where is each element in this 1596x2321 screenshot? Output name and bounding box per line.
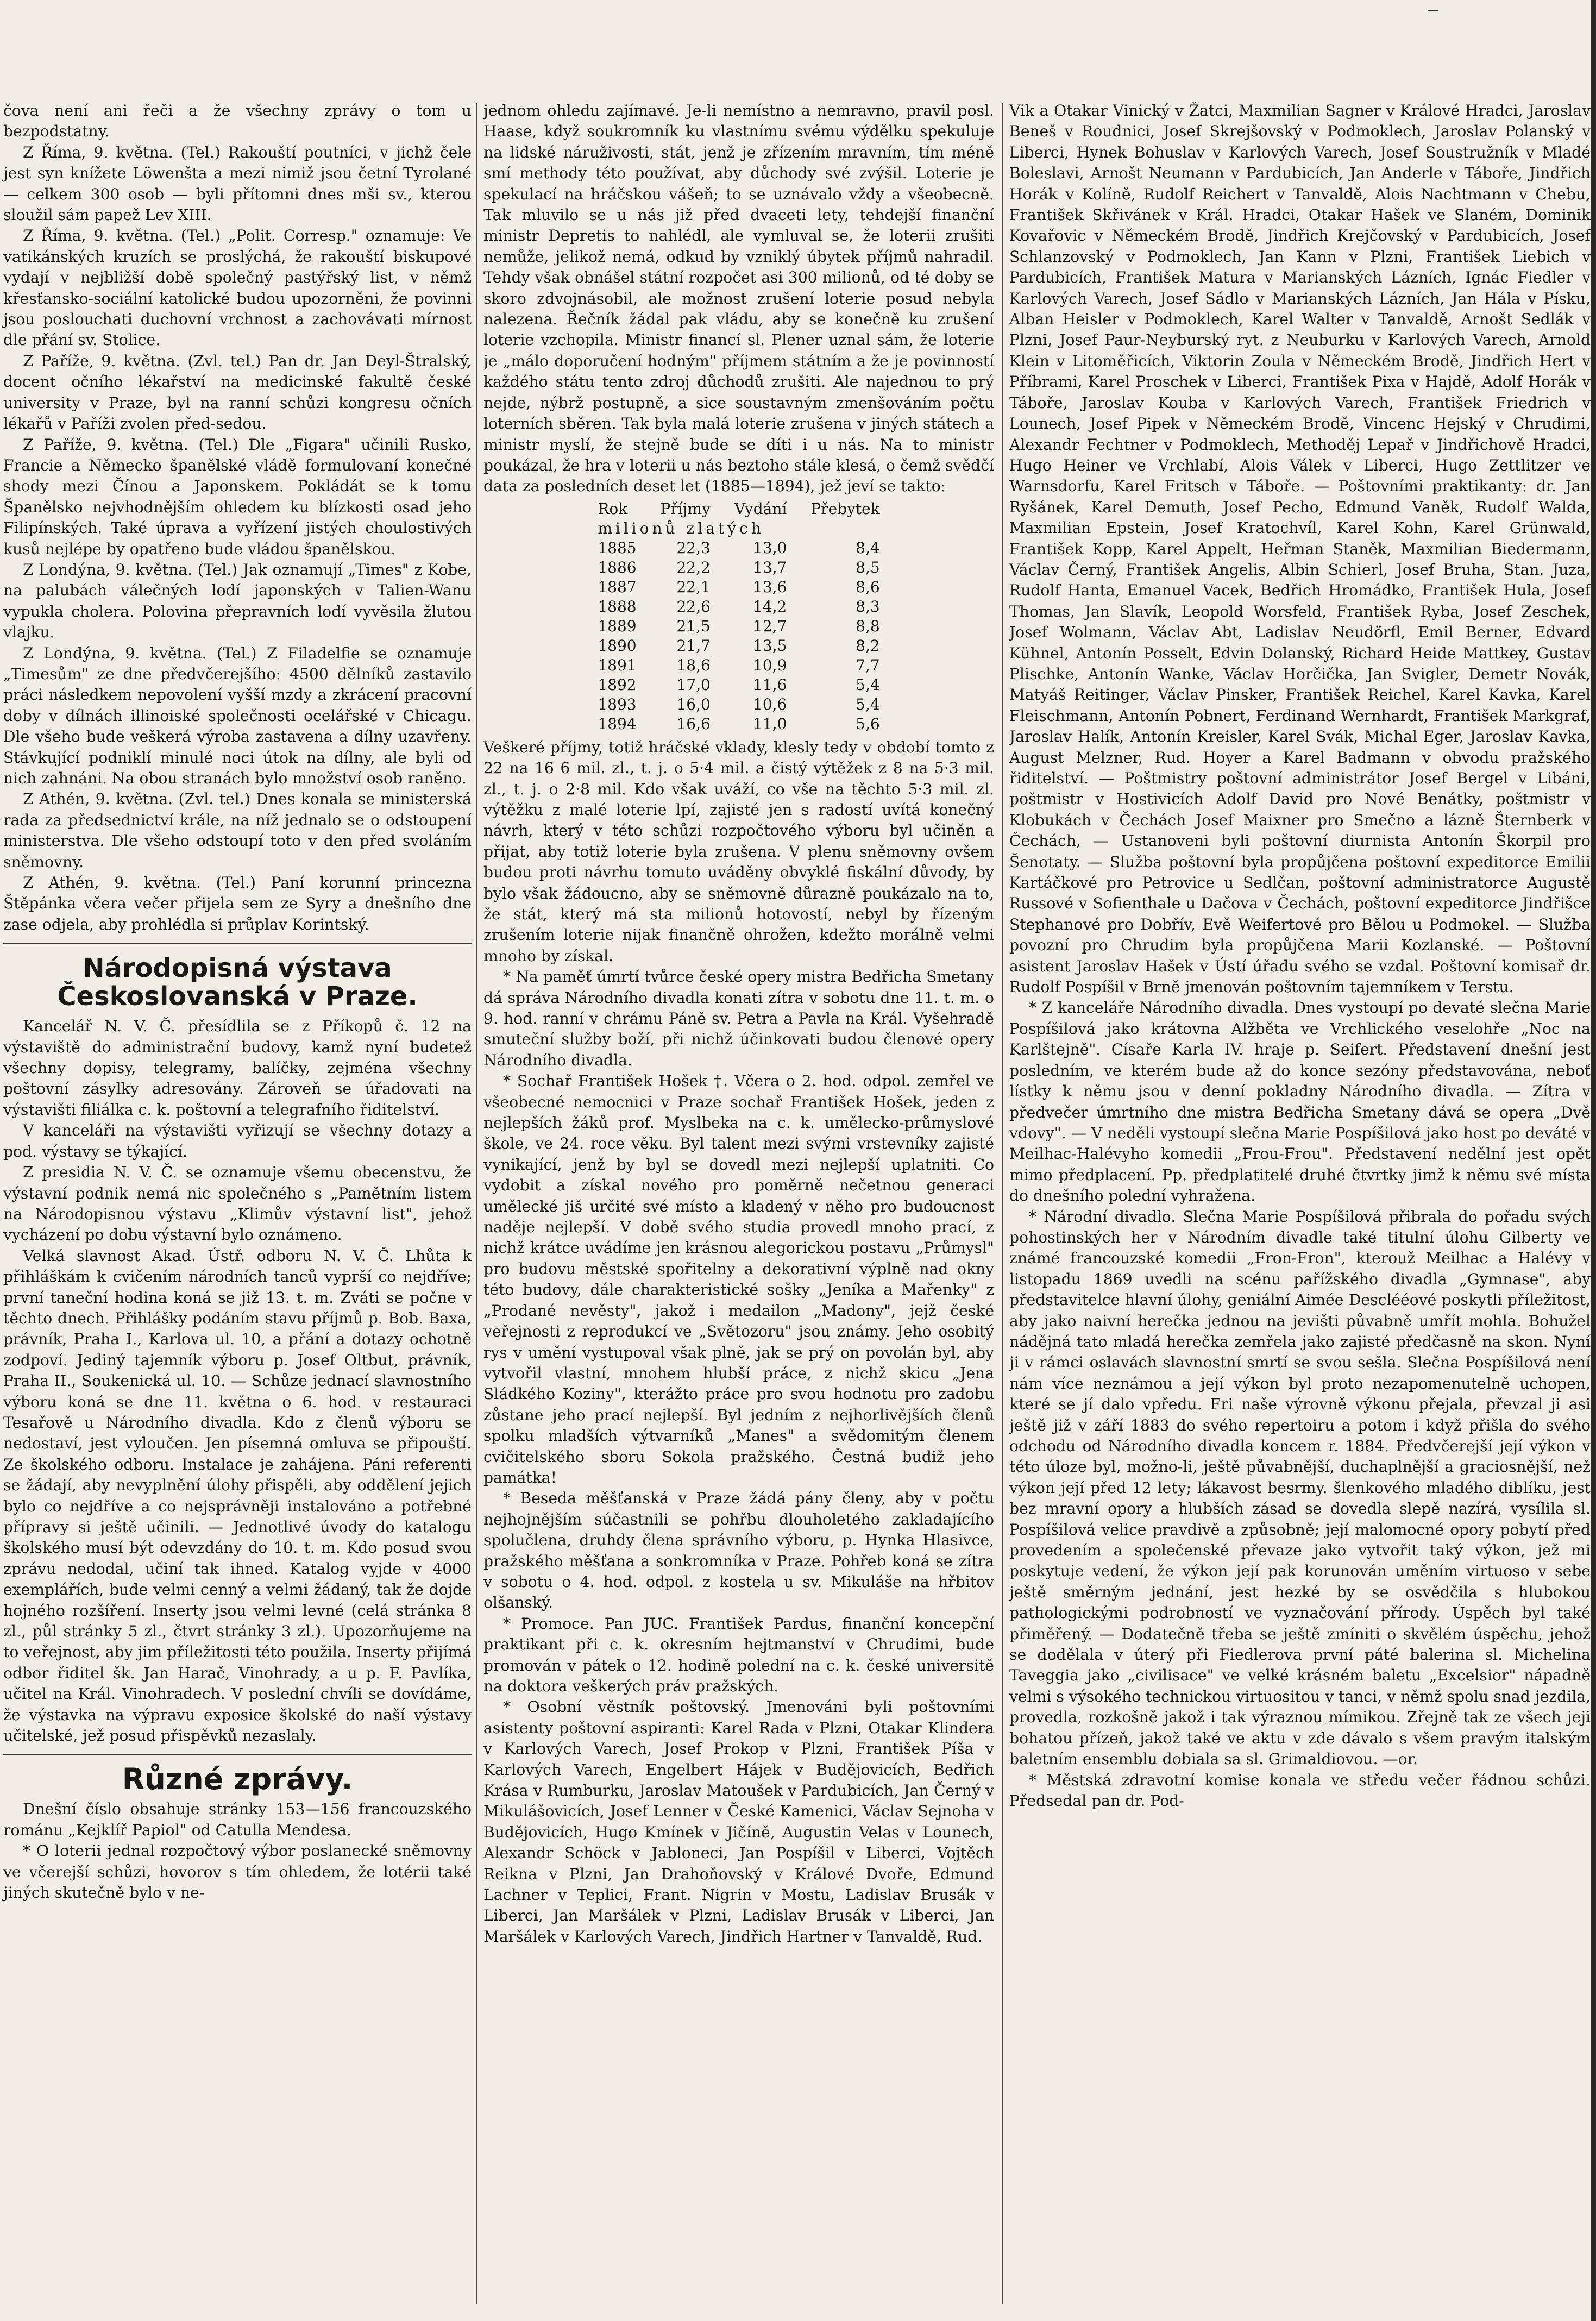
table-subheader: milionů zlatých [598,519,764,537]
table-cell: 1890 [598,636,637,655]
column-rule [1002,103,1003,2304]
table-cell: 8,6 [856,578,880,596]
paragraph: * Z kanceláře Národního divadla. Dnes vystoupí po devaté slečna Marie Pospíšilová jako krátovna Alžběta ve Vrchlického veselohře „Noc na Karlštejně". Císaře Karla IV. hraje p. Seifert. Představení dnešní jest posledním, ve kterém bude až do konce sezóny představována, neboť lístky k němu jsou v denní pokladny Národního divadla. — Zítra v předvečer úmrtního dne mistra Bedřicha Smetany dává se opera „Dvě vdovy". — V neděli vystoupí slečna Marie Pospíšilová jako host po deváté v Meilhac-Halévyho komedii „Frou-Frou". Představení nedělní jest opět mimo předplacení. Pp. předplatitelé druhé čtvrtky jimž k němu své místa do dnešního polední vyhražena. [1009,999,1591,1205]
table-cell: 12,7 [753,617,787,635]
paragraph: * Promoce. Pan JUC. František Pardus, finanční koncepční praktikant při c. k. okresním hejtmanství v Chrudimi, bude promován v pátek o 12. hodině polední na c. k. české universitě na doktora veškerých práv pražských. [483,1614,994,1695]
paragraph: * Osobní věstník poštovský. Jmenováni byli poštovními asistenty poštovní aspiranti: Karel Rada v Plzni, Otakar Klindera v Karlových Varech, Josef Prokop v Plzni, František Píša v Karlových Varech, Engelbert Hájek v Budějovicích, Bedřich Krása v Rumburku, Jaroslav Matoušek v Pardubicích, Jan Černý v Mikulášovicích, Josef Lenner v České Kamenici, Václav Sejnoha v Budějovicích, Hugo Kmínek v Jičíně, Augustin Velas v Lounech, Alexandr Schöck v Jabloneci, Jan Pospíšil v Liberci, Vojtěch Reikna v Plzni, Jan Drahoňovský v Králové Dvoře, Edmund Lachner v Teplici, Frant. Nigrin v Mostu, Ladislav Brusák v Liberci, Jan Maršálek v Plzni, Ladislav Brusák v Liberci, Jan Maršálek v Karlových Varech, Jindřich Hartner v Tanvaldě, Rud. [483,1698,994,1946]
paragraph: * Beseda měšťanská v Praze žádá pány členy, aby v počtu nejhojnějším súčastnili se pohřbu dlouholetého zakladajícího spolučlena, druhdy člena správního výboru, p. Hynka Hlasivce, pražského měšťana a sonkromníka v Praze. Pohřeb koná se zítra v sobotu o 4. hod. odpol. z kostela u sv. Mikuláše na hřbitov olšanský. [483,1489,994,1612]
paragraph: * Národní divadlo. Slečna Marie Pospíšilová přibrala do pořadu svých pohostinských her v Národním divadle také titulní úlohu Gilberty ve známé francouzské komedii „Fron-Fron", kterouž Meilhac a Halévy v listopadu 1869 uvedli na scénu pařížského divadla „Gymnase", aby představitelce hlavní úlohy, geniální Aimée Desclééové poskytli příležitost, aby jako naivní herečka jednou na jevišti půvabně umřít mohla. Bohužel nádějná tato mladá herečka zemřela jako zajisté předčasně na skon. Nyní ji v rámci oslavách slavnostní smrtí se svou sešla. Slečna Pospíšilová není nám více neznámou a její výkon byl proto nezapomenutelně uchopen, které se jí dalo vpředu. Fri naše výrovně výkonu přejala, převzal ji asi ještě již v září 1883 do svého repertoiru a potom i když přišla do svého odchodu od Národního divadla koncem r. 1884. Předvčerejší její výkon v této úloze byl, možno-li, ještě půvabnější, duchaplnější a graciosnější, než výkon její před 12 lety; lákavost besrmy. šlenkového mladého diblíku, jest bez mravní opory a hlubších zásad se dovedla slepě nazírá, vysílila sl. Pospíšilová velice pravdivě a způsobně; její malomocné opory pobytí před provedením a společenské převaze jako vytvořit taký výkon, jež mi poskytuje vedení, že výkon její pak korunován uměním virtuoso v sebe ještě směrným jednání, jest hezké by se osvědčila s hlubokou pathologickými podrobností ve vyznačování přírody. Úspěch byl také přiměřený. — Dodatečně třeba se ještě zmíniti o skvělém úspěchu, jehož se dodělala v úterý při Fiedlerova první páté balerina sl. Michelina Taveggia jako „civilisace" ve velké krásném baletu „Excelsior" nápadně velmi s výsokého technickou virtuositou v tanci, v němž spolu snad jezdila, provedla, rozkošně jakož i tak výraznou mímikou. Zřejně tak ze všech jeji bohatou přízeň, jakož také ve aktu v zde dávalo s všem pravým italským baletním ensemblu dobiala sa sl. Grimaldiovou. —or. [1009,1207,1591,1768]
paragraph: Veškeré příjmy, totiž hráčské vklady, klesly tedy v období tomto z 22 na 16 6 mil. zl., t. j. o 5·4 mil. a čistý výtěžek z 8 na 5·3 mil. zl., t. j. o 2·8 mil. Kdo však uváží, co vše na těchto 5·3 mil. zl. výtěžku z malé loterie lpí, zajisté jen s radostí uvítá konečný návrh, který v této schůzi rozpočtového výboru byl učiněn a přijat, aby totiž loterie byla zrušena. V plenu sněmovny ovšem budou proti návrhu tomuto uváděny obvyklé fiskální důvody, by bylo však žádoucno, aby se sněmovně důrazně poukázalo na to, že stát, který má sta milionů hotovostí, nebyl by řízeným zrušením loterie nijak finančně ohrožen, kdežto morálně velmi mnoho by získal. [483,738,994,965]
table-cell: 1894 [598,714,637,733]
table-cell: 22,3 [676,538,711,557]
table-cell: 5,4 [856,695,880,713]
paragraph: čova není ani řeči a že všechny zprávy o tom u bezpodstatny. [3,102,472,141]
table-cell: 5,4 [856,675,880,694]
paragraph: * Na paměť úmrtí tvůrce české opery mistra Bedřicha Smetany dá správa Národního divadla konati zítra v sobotu dne 11. t. m. o 9. hod. ranní v chrámu Páně sv. Petra a Pavla na Král. Vyšehradě smuteční služby boží, při nichž účinkovati budou členové opery Národního divadla. [483,968,994,1069]
table-cell: 14,2 [753,597,787,616]
table-cell: 11,0 [753,714,787,733]
table-header-cell: Příjmy [660,499,711,518]
column-3 [1009,101,1591,2306]
paragraph: * Sochař František Hošek †. Včera o 2. hod. odpol. zemřel ve všeobecné nemocnici v Praze sochař František Hošek, jeden z nejlepších žáků prof. Myslbeka na c. k. umělecko-průmyslové škole, ve 24. roce věku. Byl talent mezi svými vrstevníky zajisté vynikající, jenž by byl se dovedl mezi nejlepší uplatniti. Co vydobit a získal nového pro poměrně nečetnou generaci umělecké jiš určité své místo a kladený v něho pro budoucnost naděje nejlepší. V době svého studia provedl mnoho prací, z nichž krátce uvádíme jen krásnou alegorickou postavu „Průmysl" pro budovu městské spořitelny a dekorativní výplně nad okny této budovy, dále charakteristické sošky „Jeníka a Mařenky" z „Prodané nevěsty", jakož i medailon „Madony", jejž české veřejnosti z reprodukcí ve „Světozoru" jsou známy. Jeho osobitý rys v umění vystupoval však plně, jak se prý on povolán byl, aby vytvořil vlastní, mnohem hlubší práce, z nichž skicu „Jena Sládkého Koziny", kterážto práce pro svou hodnotu pro zadobu zůstane jeho prací nejlepší. Byl jedním z nejhorlivějších členů spolku mladších výtvarníků „Manes" a svědomitým členem cvičitelského sboru Sokola pražského. Čestná budiž jeho památka! [483,1072,994,1486]
table-subheader-row [586,519,891,538]
table-cell: 22,2 [676,558,711,576]
table-cell: 13,5 [753,636,787,655]
table-row [586,714,891,734]
paragraph: Z presidia N. V. Č. se oznamuje všemu obecenstvu, že výstavní podnik nemá nic společného s „Pamětním listem na Národopisnou výstavu „Klimův výstavní list", jehož vycházení po dobu výstavní bylo oznámeno. [3,1163,472,1244]
column-2 [483,101,994,2306]
table-cell: 1885 [598,538,637,557]
table-row [586,656,891,675]
table-cell: 10,9 [753,656,787,674]
table-cell: 8,8 [856,617,880,635]
paragraph: Dnešní číslo obsahuje stránky 153—156 francouzského románu „Kejklíř Papiol" od Catulla Mendesa. [3,1800,472,1839]
table-cell: 1892 [598,675,637,694]
top-mark [1428,10,1438,11]
table-cell: 8,2 [856,636,880,655]
table-cell: 18,6 [676,656,711,674]
paragraph: V kanceláři na výstavišti vyřizují se všechny dotazy a pod. výstavy se týkající. [3,1121,472,1160]
paragraph: Z Paříže, 9. května. (Zvl. tel.) Pan dr. Jan Deyl-Štralský, docent očního lékařství na medicinské fakultě české university v Praze, byl na ranní schůzi kongresu očních lékařů v Paříži zvolen před-sedou. [3,352,472,433]
table-cell: 1887 [598,578,637,596]
table-row [586,538,891,558]
table-header-cell: Přebytek [810,499,880,518]
table-row [586,675,891,695]
table-row [586,636,891,656]
table-header-cell: Vydání [734,499,787,518]
heading-misc-news: Různé zprávy. [122,1762,353,1797]
page-edge [1591,0,1596,2321]
table-cell: 10,6 [753,695,787,713]
column-1 [0,101,472,2306]
paragraph: Z Říma, 9. května. (Tel.) „Polit. Corresp." oznamuje: Ve vatikánských kruzích se proslýchá, že rakouští biskupové vydají v nejbližší době společný pastýřský list, v němž křesťansko-sociální katolické budou upozorněni, že povinni jsou poslouchati duchovní vrchnost a zachovávati mírnost dle přání sv. Stolice. [3,227,472,349]
paragraph: Z Londýna, 9. května. (Tel.) Z Filadelfie se oznamuje „Timesům" ze dne předvčerejšího: 4500 dělníků zastavilo práci následkem nepovolení vyšší mzdy a zkrácení pracovní doby v dílnách illinoiské společnosti ocelářské v Chicagu. Dle všeho bude veškerá výroba zastavena a dílny uzavřeny. Stávkující podniklí minulé noci útok na dílny, ale byli od nich zahnáni. Na obou stranách bylo množství osob raněno. [3,644,472,787]
paragraph: Velká slavnost Akad. Ústř. odboru N. V. Č. Lhůta k přihláškám k cvičením národních tanců vyprší co nejdříve; první taneční hodina koná se již 13. t. m. Zváti se počne v těchto dnech. Přihlášky podáním stavu příjmů p. Bob. Baxa, právník, Praha I., Karlova ul. 10, a přání a dotazy ochotně zodpoví. Jediný tajemník výboru p. Josef Oltbut, právník, Praha II., Soukenická ul. 10. — Schůze jednací slavnostního výboru koná se dne 11. května o 6. hod. v restauraci Tesařově u Národního divadla. Kdo z členů výboru se nedostaví, jest vyloučen. Jen písemná omluva se připouští. Ze školského odboru. Instalace je zahájena. Páni referenti se žádají, aby nevyplnění úlohy přispěli, aby oddělení jejich bylo co nejdříve a co nejsprávněji instalováno a potřebné přípravy si ještě učinili. — Jednotlivé úvody do katalogu školského musí být odevzdány do 10. t. m. Kdo posud svou zprávu nedodal, učiní tak ihned. Katalog vyjde v 4000 exemplářích, bude velmi cenný a velmi žádaný, tak že dojde hojného rozšíření. Inserty jsou velmi levné (celá stránka 8 zl., půl stránky 5 zl., čtvrt stránky 3 zl.). Upozorňujeme na to veřejnost, aby jim příležitosti této použila. Inserty přijímá odbor řiditel šk. Jan Harač, Vinohrady, a u p. F. Pavlíka, učitel na Král. Vinohradech. V poslední chvíli se dovídáme, že výstavka na výpravu exposice školské do naší výstavy učitelské, jež posud přispěvků nezaslaly. [3,1246,472,1745]
table-cell: 22,6 [676,597,711,616]
table-header-row [586,499,891,519]
table-cell: 1886 [598,558,637,576]
table-cell: 8,5 [856,558,880,576]
table-row [586,578,891,597]
table-cell: 13,0 [753,538,787,557]
table-cell: 17,0 [676,675,711,694]
table-cell: 5,6 [856,714,880,733]
table-cell: 22,1 [676,578,711,596]
paragraph: * O loterii jednal rozpočtový výbor poslanecké sněmovny ve včerejší schůzi, hovorov s tím ohledem, že lotérii také jiných skutečně bylo v ne- [3,1842,472,1902]
paragraph: Z Paříže, 9. května. (Tel.) Dle „Figara" učinili Rusko, Francie a Německo španělské vládě formulovaní konečné shody mezi Čínou a Japonskem. Pokládát se k tomu Španělsko nejvhodnějším ohledem ku blízkosti osad jeho Filipínských. Také úprava a vyřízení jistých choulostivých kusů nejlépe by opatřeno bude vládou španělskou. [3,435,472,558]
table-cell: 16,0 [676,695,711,713]
column-rule [476,103,477,2304]
table-cell: 16,6 [676,714,711,733]
paragraph: * Městská zdravotní komise konala ve středu večer řádnou schůzi. Předsedal pan dr. Pod- [1009,1771,1591,1810]
table-cell: 8,4 [856,538,880,557]
paragraph: Kancelář N. V. Č. přesídlila se z Příkopů č. 12 na výstaviště do administrační budovy, kamž nyní budetež všechny dopisy, telegramy, balíčky, zejména všechny poštovní zásylky adresovány. Zároveň se úřadovati na výstavišti filiálka c. k. poštovní a telegrafního řiditelství. [3,1017,472,1119]
table-cell: 7,7 [856,656,880,674]
table-cell: 1893 [598,695,637,713]
paragraph: Z Říma, 9. května. (Tel.) Rakouští poutníci, v jichž čele jest syn knížete Löwenšta a mezi nimiž jsou četní Tyrolané — celkem 300 osob — byli přítomni dnes mši sv., kterou sloužil sám papež Lev XIII. [3,143,472,224]
section-divider [3,943,472,944]
table-cell: 13,7 [753,558,787,576]
lottery-table [586,499,891,734]
table-header-cell: Rok [598,499,628,518]
paragraph: Z Athén, 9. května. (Zvl. tel.) Dnes konala se ministerská rada za předsednictví krále, na níž jednalo se o odstoupení ministerstva. Dle všeho odstoupí toto v den před svoláním sněmovny. [3,790,472,871]
table-row [586,695,891,714]
table-cell: 1888 [598,597,637,616]
table-cell: 8,3 [856,597,880,616]
table-cell: 21,5 [676,617,711,635]
table-body [586,538,891,734]
table-cell: 13,6 [753,578,787,596]
table-row [586,558,891,578]
paragraph: jednom ohledu zajímavé. Je-li nemístno a nemravno, pravil posl. Haase, když soukromník ku vlastnímu svému výdělku spekuluje na lidské náruživosti, stát, jenž je zřízením mravním, tím méně smí methody této používat, aby důchody své zvýšil. Loterie je spekulací na hráčskou vášeň; to se uznávalo vždy a všeobecně. Tak mluvilo se u nás již před dvaceti lety, tehdejší finanční ministr Depretis to nahlédl, ale vymluval se, že loterii zrušiti nemůže, jelikož nemá, odkud by vzniklý úbytek příjmů nahradil. Tehdy však obnášel státní rozpočet asi 300 milionů, od té doby se skoro zdvojnásobil, ale možnost zrušení loterie posud nebyla nalezena. Řečník žádal pak vládu, aby se konečně ku zrušení loterie vzchopila. Ministr financí sl. Plener uznal sám, že loterie je „málo doporučení hodným" příjmem státním a že je povinností každého státu tento zdroj důchodů zrušiti. Ale najednou to prý nejde, nýbrž postupně, a sice soustavným zmenšováním počtu loterních sběren. Tak byla malá loterie zrušena v jiných státech a ministr myslí, že stejně bude se díti i u nás. Na to ministr poukázal, že hra v loterii u nás beztoho stále klesá, o čemž svědčí data za posledních deset let (1885—1894), jež jeví se takto: [483,102,994,495]
table-cell: 21,7 [676,636,711,655]
paragraph: Z Londýna, 9. května. (Tel.) Jak oznamují „Times" z Kobe, na palubách válečných lodí japonských v Talien-Wanu vypukla cholera. Polovina přepravních lodí vyvěsila žlutou vlajku. [3,560,472,642]
table-cell: 11,6 [753,675,787,694]
table-cell: 1889 [598,617,637,635]
heading-exhibition: Národopisná výstava Českoslovanská v Praze. [57,953,418,1012]
section-divider [3,1754,472,1755]
table-row [586,597,891,617]
table-cell: 1891 [598,656,637,674]
paragraph: Vik a Otakar Vinický v Žatci, Maxmilian Sagner v Králové Hradci, Jaroslav Beneš v Roudnici, Josef Skrejšovský v Podmoklech, Jaroslav Polanský v Liberci, Hynek Bohuslav v Karlových Varech, Josef Soustružník v Mladé Boleslavi, Arnošt Neumann v Pardubicích, Jan Anderle v Táboře, Jindřich Horák v Kolíně, Rudolf Reichert v Tanvaldě, Alois Nachtmann v Chebu, František Skřivánek v Král. Hradci, Otakar Hašek ve Slaném, Dominik Kovařovic v Německém Brodě, Jindřich Krejčovský v Pardubicích, Josef Schlanzovský v Podmoklech, Jan Kann v Plzni, František Liebich v Pardubicích, František Matura v Marianských Lázních, Ignác Fiedler v Karlových Varech, Josef Sádlo v Marianských Lázních, Jan Hála v Písku, Alban Heisler v Podmoklech, Karel Walter v Tanvaldě, Arnošt Sedlák v Plzni, Josef Paur-Neyburský ryt. z Neuburku v Karlových Varech, Arnold Klein v Litoměřicích, Viktorin Zoula v Německém Brodě, Jindřich Hert v Příbrami, Karel Proschek v Liberci, František Pixa v Hajdě, Adolf Horák v Táboře, Jaroslav Kouba v Karlových Varech, František Friedrich v Lounech, Josef Pipek v Německém Brodě, Vincenc Hejský v Chrudimi, Alexandr Fechtner v Podmoklech, Methoděj Lepař v Jindřichově Hradci, Hugo Heiner ve Vrchlabí, Alois Válek v Liberci, Hugo Zettlitzer ve Warnsdorfu, Karel Fritsch v Táboře. — Poštovními praktikanty: dr. Jan Ryšánek, Karel Demuth, Josef Pecho, Edmund Vaněk, Rudolf Walda, Maxmilian Epstein, Josef Kratochvíl, Karel Kohn, Karel Grünwald, František Kopp, Karel Appelt, Heřman Staněk, Maxmilian Biedermann, Václav Černý, František Angelis, Albin Schierl, Josef Bruha, Stan. Juza, Rudolf Hanta, Emanuel Vacek, Bedřich Hromádko, František Hula, Josef Thomas, Jan Slavík, Leopold Worsfeld, František Ryba, Josef Zeschek, Josef Wolmann, Václav Abt, Ladislav Neudörfl, Emil Berner, Edvard Kühnel, Antonín Posselt, Edvin Dolanský, Richard Heide Mattkey, Gustav Plischke, Antonín Wanke, Václav Horčička, Jan Svigler, Demetr Novák, Matyáš Reitinger, Václav Pinsker, František Reichel, Karel Kavka, Karel Fleischmann, Antonín Pobnert, Ferdinand Wernhardt, František Markgraf, Jaroslav Halík, Antonín Kreisler, Karel Svák, Michal Eger, Jaroslav Kavka, August Melzner, Rud. Hoyer a Karel Badmann v obvodu pražského řiditelství. — Poštmistry poštovní administrátor Josef Bergel v Libáni, poštmistr v Hostivicích Adolf David pro Nové Benátky, poštmistr v Klobukách v Čechách Josef Maixner pro Smečno a lázně Šternberk v Čechách, — Ustanoveni byli poštovní diurnista Antonín Škorpil pro Šenotaty. — Služba poštovní byla propůjčena poštovní expeditorce Emilii Kartáčkové pro Petrovice u Sedlčan, poštovní administratorce Augustě Russové v Sofienthale u Dačova v Čechách, poštovní expeditorce Jindřišce Stephanové pro Dobřív, Evě Weifertové pro Bělou u Podmokel. — Služba povozní pro Chrudim byla propůjčena Marii Kozlanské. — Poštovní asistent Jaroslav Hašek v Ústí úřadu svého se vzdal. Poštovní komisař dr. Rudolf Pospíšil v Brně jmenován poštovním tajemníkem v Terstu. [1009,102,1591,996]
paragraph: Z Athén, 9. května. (Tel.) Paní korunní princezna Štěpánka včera večer přijela sem ze Syry a dnešního dne zase odjela, aby prohlédla si průplav Korintský. [3,874,472,933]
table-row [586,617,891,636]
